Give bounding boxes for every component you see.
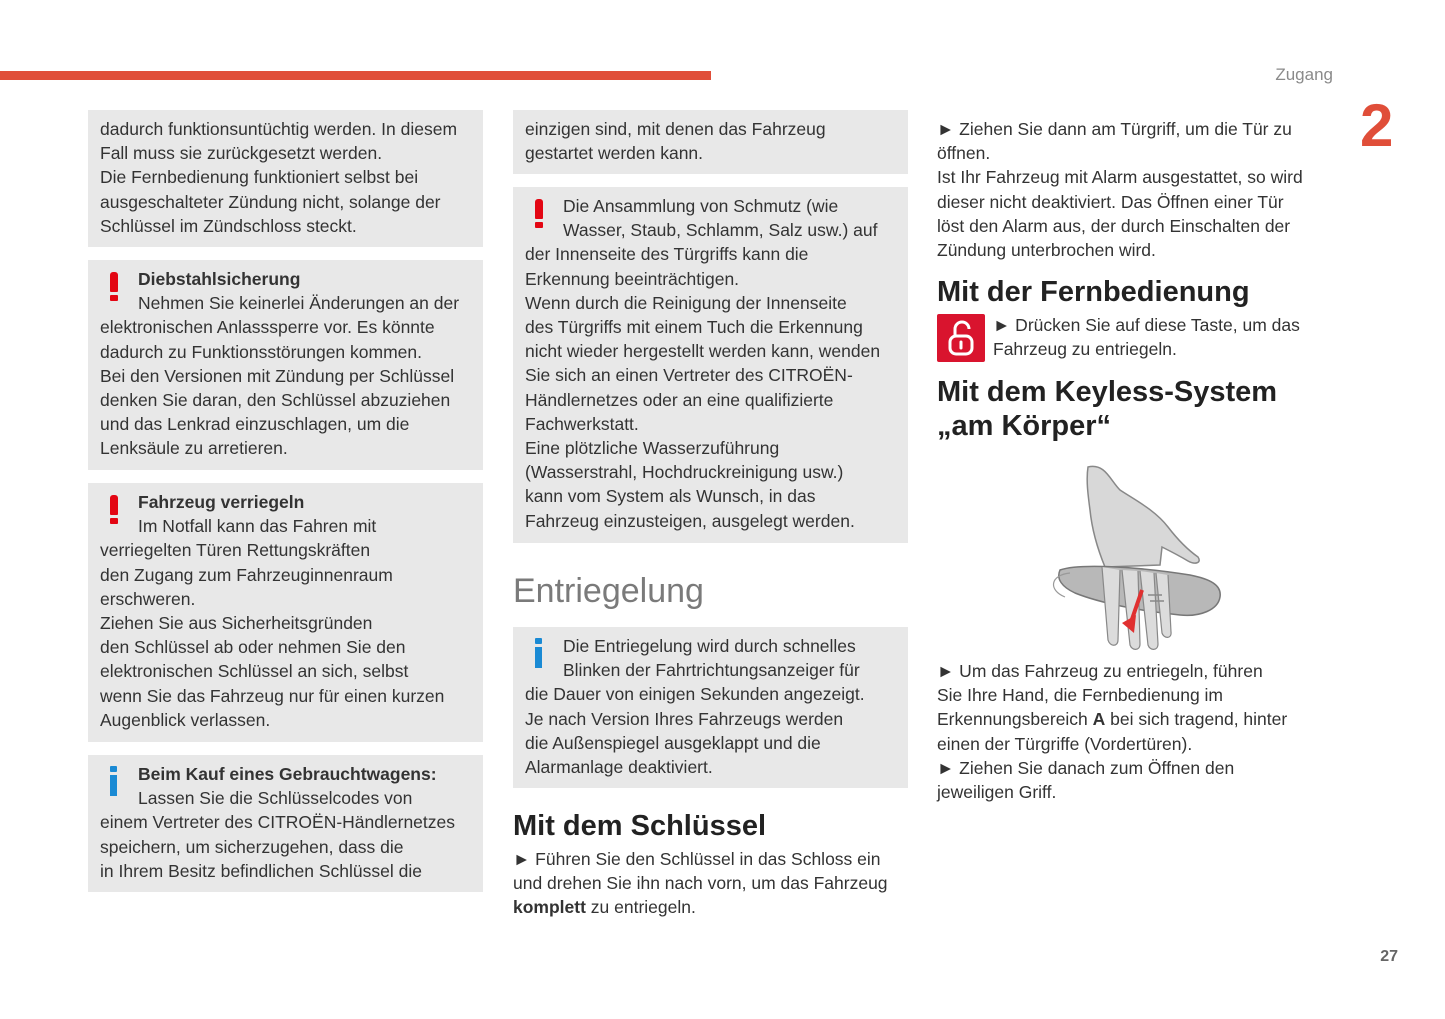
text-line: Nehmen Sie keinerlei Änderungen an der xyxy=(138,293,460,314)
text-span: Erkennungsbereich xyxy=(937,709,1093,730)
text-line: einzigen sind, mit denen das Fahrzeug xyxy=(525,119,826,139)
text-line: die Außenspiegel ausgeklappt und die xyxy=(525,732,821,753)
heading-line: Mit dem Keyless-System xyxy=(937,376,1278,408)
text-line: Erkennung beeinträchtigen. xyxy=(525,268,740,289)
text-line: den Schlüssel ab oder nehmen Sie den xyxy=(100,637,406,658)
text-line: Sie Ihre Hand, die Fernbedienung im xyxy=(937,685,1224,706)
text-line: und drehen Sie ihn nach vorn, um das Fahrzeug xyxy=(513,873,888,894)
text-line: ► Führen Sie den Schlüssel in das Schloss ein xyxy=(513,849,881,869)
text-line: Schlüssel im Zündschloss steckt. xyxy=(100,215,357,236)
text-line: Bei den Versionen mit Zündung per Schlüssel xyxy=(100,365,455,386)
text-line: dadurch funktionsuntüchtig werden. In diesem xyxy=(100,119,458,139)
text-line: Fahrzeug zu entriegeln. xyxy=(993,339,1177,360)
text-line: der Innenseite des Türgriffs kann die xyxy=(525,244,809,265)
text-line: elektronischen Anlasssperre vor. Es könnte xyxy=(100,317,435,338)
info-box-used-car xyxy=(88,755,483,892)
accent-bar xyxy=(0,71,711,80)
text-line: ► Drücken Sie auf diese Taste, um das xyxy=(993,315,1300,335)
text-line: Händlernetzes oder an eine qualifizierte xyxy=(525,389,834,410)
warning-box-locking xyxy=(88,483,483,742)
text-line: Blinken der Fahrtrichtungsanzeiger für xyxy=(563,660,860,681)
hand-door-handle-illustration xyxy=(1050,455,1230,655)
text-line: Die Fernbedienung funktioniert selbst bei xyxy=(100,167,419,188)
text-line xyxy=(513,895,913,919)
warning-box-dirt xyxy=(513,187,908,543)
warning-icon xyxy=(100,267,138,299)
section-label: Zugang xyxy=(1275,65,1333,84)
box-title: Diebstahlsicherung xyxy=(138,269,301,289)
remote-instructions xyxy=(993,313,1343,361)
page-number: 27 xyxy=(1380,948,1398,965)
heading-with-key: Mit dem Schlüssel xyxy=(513,810,767,842)
box-title: Fahrzeug verriegeln xyxy=(138,492,305,512)
text-line: Ziehen Sie aus Sicherheitsgründen xyxy=(100,613,373,634)
text-line: ► Ziehen Sie dann am Türgriff, um die Tür zu xyxy=(937,119,1292,139)
text-line: dadurch zu Funktionsstörungen kommen. xyxy=(100,341,422,362)
text-line: Je nach Version Ihres Fahrzeugs werden xyxy=(525,708,844,729)
text-line: Fall muss sie zurückgesetzt werden. xyxy=(100,143,383,164)
text-line: einem Vertreter des CITROËN-Händlernetzes xyxy=(100,812,455,833)
text-line: gestartet werden kann. xyxy=(525,143,704,164)
text-line: denken Sie daran, den Schlüssel abzuziehen xyxy=(100,390,451,411)
text-line: Zündung unterbrochen wird. xyxy=(937,240,1156,261)
text-line: nicht wieder hergestellt werden kann, wenden xyxy=(525,341,881,362)
box-title: Beim Kauf eines Gebrauchtwagens: xyxy=(138,764,437,784)
text-line: erschweren. xyxy=(100,588,196,609)
info-icon xyxy=(525,634,563,666)
door-open-instructions xyxy=(937,117,1337,262)
text-line: Alarmanlage deaktiviert. xyxy=(525,757,713,778)
unlock-button-icon xyxy=(937,314,985,362)
text-line: Wenn durch die Reinigung der Innenseite xyxy=(525,292,847,313)
heading-remote: Mit der Fernbedienung xyxy=(937,276,1250,308)
warning-box-anti-theft xyxy=(88,260,483,470)
text-line: kann vom System als Wunsch, in das xyxy=(525,486,816,507)
text-line: Wasser, Staub, Schlamm, Salz usw.) auf xyxy=(563,220,878,241)
text-line: jeweiligen Griff. xyxy=(937,782,1057,803)
heading-unlocking: Entriegelung xyxy=(513,572,704,610)
note-box-remote-reset xyxy=(88,110,483,247)
text-line: ► Um das Fahrzeug zu entriegeln, führen xyxy=(937,661,1263,681)
text-line: des Türgriffs mit einem Tuch die Erkennung xyxy=(525,317,863,338)
text-line: dieser nicht deaktiviert. Das Öffnen einer Tür xyxy=(937,191,1284,212)
text-line: den Zugang zum Fahrzeuginnenraum xyxy=(100,564,393,585)
text-line: löst den Alarm aus, der durch Einschalten der xyxy=(937,215,1291,236)
text-line: und das Lenkrad einzuschlagen, um die xyxy=(100,414,410,435)
text-line: Fahrzeug einzusteigen, ausgelegt werden. xyxy=(525,510,855,531)
text-line: ausgeschalteter Zündung nicht, solange der xyxy=(100,191,441,212)
text-line: Augenblick verlassen. xyxy=(100,709,271,730)
text-span: bei sich tragend, hinter xyxy=(1105,709,1288,730)
text-line: wenn Sie das Fahrzeug nur für einen kurzen xyxy=(100,685,445,706)
text-line: die Dauer von einigen Sekunden angezeigt. xyxy=(525,684,865,705)
text-line: speichern, um sicherzugehen, dass die xyxy=(100,836,404,857)
text-line: Ist Ihr Fahrzeug mit Alarm ausgestattet, so wird xyxy=(937,167,1303,188)
text-line: elektronischen Schlüssel an sich, selbst xyxy=(100,661,409,682)
text-line: Die Ansammlung von Schmutz (wie xyxy=(563,196,839,216)
heading-line: „am Körper“ xyxy=(937,410,1112,442)
text-span: zu entriegeln. xyxy=(585,897,696,918)
text-line: Im Notfall kann das Fahren mit xyxy=(138,516,377,537)
text-line: öffnen. xyxy=(937,143,991,164)
bold-letter: A xyxy=(1092,709,1106,730)
text-line xyxy=(937,707,1337,731)
text-line: in Ihrem Besitz befindlichen Schlüssel die xyxy=(100,860,422,881)
text-line: Eine plötzliche Wasserzuführung xyxy=(525,438,780,459)
info-icon xyxy=(100,762,138,794)
warning-icon xyxy=(525,194,563,226)
key-instructions xyxy=(513,847,913,920)
text-line: Lenksäule zu arretieren. xyxy=(100,438,288,459)
bold-word: komplett xyxy=(513,897,586,918)
note-box-keys-continued xyxy=(513,110,908,174)
heading-keyless xyxy=(937,375,1277,443)
text-line: Sie sich an einen Vertreter des CITROËN- xyxy=(525,365,853,386)
text-line: (Wasserstrahl, Hochdruckreinigung usw.) xyxy=(525,462,844,483)
text-line: einen der Türgriffe (Vordertüren). xyxy=(937,733,1193,754)
info-box-unlock-signal xyxy=(513,627,908,788)
text-line: Fachwerkstatt. xyxy=(525,413,639,434)
chapter-number: 2 xyxy=(1360,92,1394,159)
text-line: ► Ziehen Sie danach zum Öffnen den xyxy=(937,757,1235,778)
warning-icon xyxy=(100,490,138,522)
text-line: Die Entriegelung wird durch schnelles xyxy=(563,636,856,656)
keyless-instructions xyxy=(937,659,1337,804)
text-line: verriegelten Türen Rettungskräften xyxy=(100,540,371,561)
text-line: Lassen Sie die Schlüsselcodes von xyxy=(138,788,413,809)
